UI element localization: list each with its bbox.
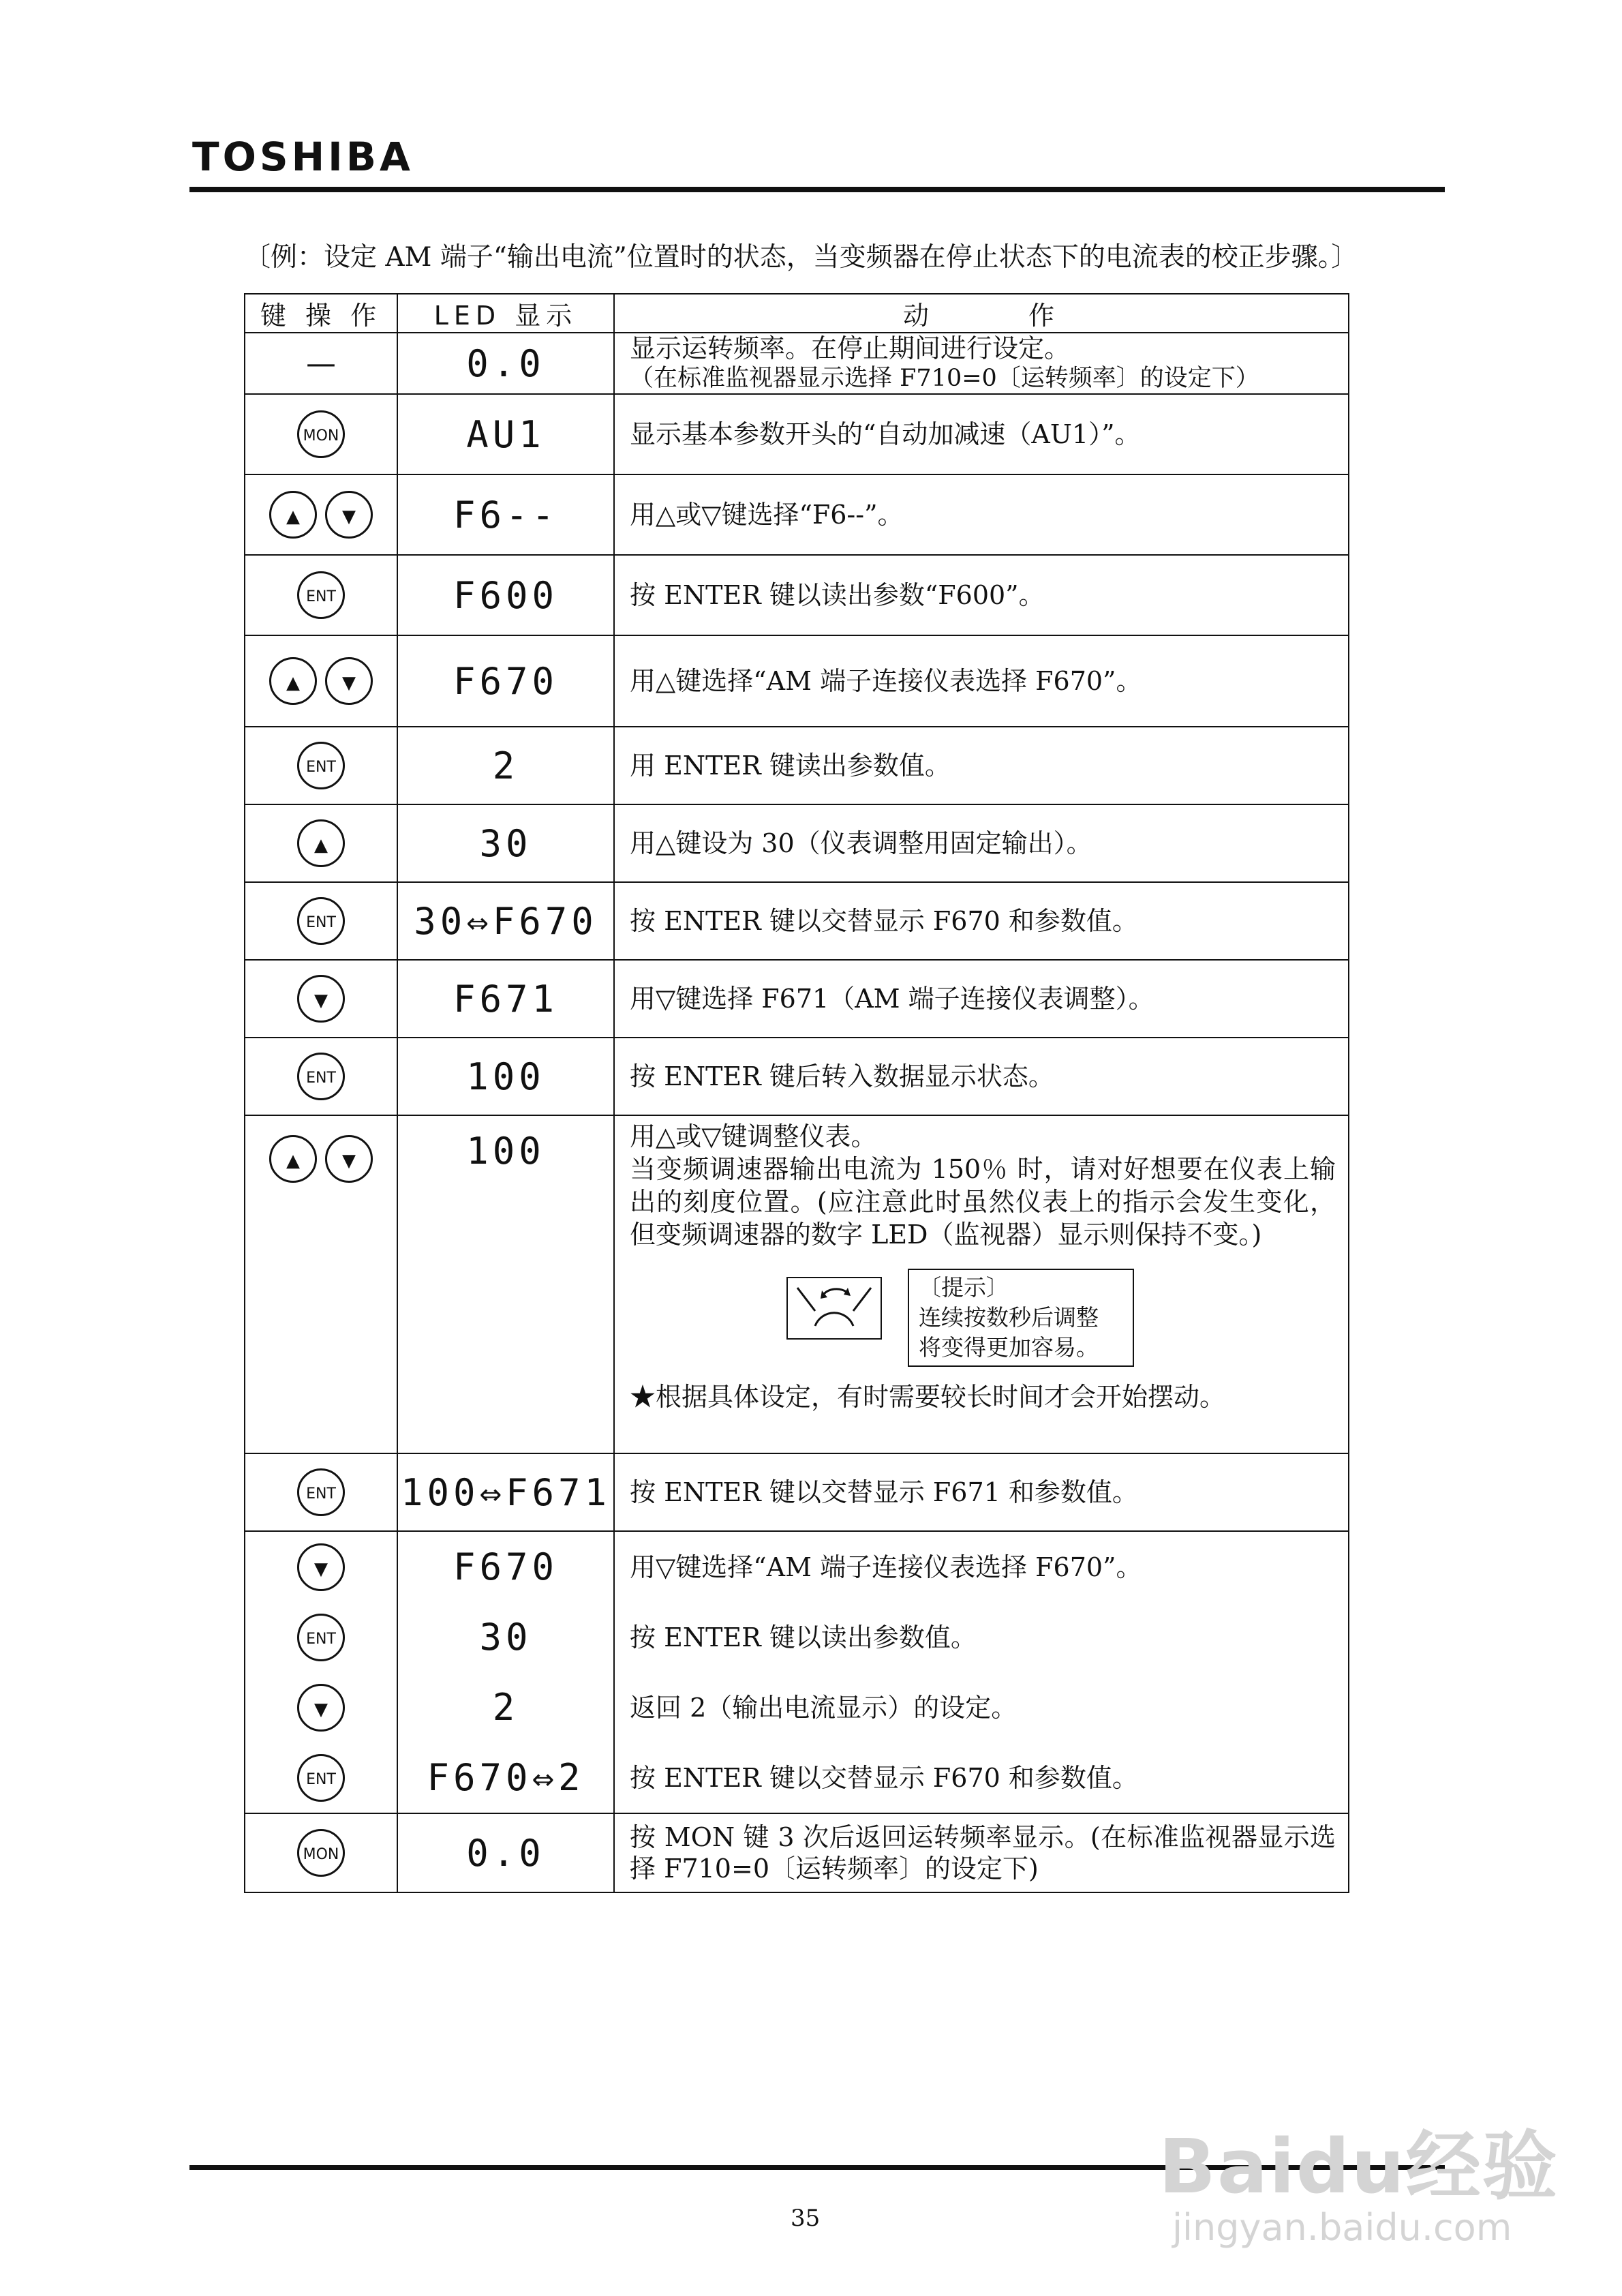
- led-value: 30: [479, 1616, 532, 1659]
- table-row: [245, 474, 1349, 555]
- action-text: 显示运转频率。在停止期间进行设定。: [630, 333, 1071, 363]
- action-text: 用 ENTER 键读出参数值。: [614, 727, 1349, 804]
- down-key-icon: ▼: [297, 1684, 345, 1732]
- table-row: [245, 727, 1349, 804]
- led-value: F670: [453, 1545, 559, 1588]
- header-key-operation: 键 操 作: [245, 294, 397, 333]
- table-row: [245, 804, 1349, 882]
- no-key-dash: —: [306, 346, 336, 381]
- action-text: 按 ENTER 键以读出参数“F600”。: [614, 555, 1349, 635]
- led-value: AU1: [466, 412, 545, 456]
- action-text: 用△或▽键调整仪表。: [630, 1121, 877, 1151]
- page-number: 35: [791, 2205, 821, 2232]
- led-value: F600: [453, 573, 559, 617]
- ent-key-icon: ENT: [297, 742, 345, 789]
- led-value: 100⇔F671: [400, 1470, 611, 1514]
- intro-text: 〔例：设定 AM 端子“输出电流”位置时的状态，当变频器在停止状态下的电流表的校正步骤。〕: [244, 242, 1358, 273]
- action-text: 按 ENTER 键以交替显示 F670 和参数值。: [614, 882, 1349, 960]
- meter-adjust-icon: [786, 1277, 882, 1340]
- action-text: 用△键设为 30（仪表调整用固定输出）。: [614, 804, 1349, 882]
- action-text: 按 ENTER 键后转入数据显示状态。: [614, 1038, 1349, 1115]
- baidu-watermark: Baidu经验: [1159, 2123, 1559, 2210]
- action-detail: 当变频调速器输出电流为 150％ 时，请对好想要在仪表上输出的刻度位置。(应注意此时虽然仪表上的指示会发生变化，但变频调速器的数字 LED（监视器）显示则保持不变。): [630, 1154, 1336, 1250]
- procedure-table: [244, 293, 1349, 1893]
- header-action: 动 作: [614, 294, 1349, 333]
- table-row: [245, 394, 1349, 474]
- table-row: [245, 555, 1349, 635]
- hint-line-1: 连续按数秒后调整: [919, 1304, 1099, 1331]
- down-key-icon: ▼: [297, 1543, 345, 1591]
- table-row: [245, 1813, 1349, 1892]
- ent-key-icon: ENT: [297, 571, 345, 619]
- led-value: 100: [466, 1130, 545, 1173]
- action-text: 用▽键选择“AM 端子连接仪表选择 F670”。: [630, 1552, 1142, 1582]
- table-row: [245, 1038, 1349, 1115]
- led-value: 2: [492, 744, 519, 787]
- action-text: 按 ENTER 键以读出参数值。: [630, 1622, 977, 1652]
- ent-key-icon: ENT: [297, 897, 345, 945]
- ent-key-icon: ENT: [297, 1053, 345, 1100]
- action-text: 返回 2（输出电流显示）的设定。: [630, 1692, 1017, 1723]
- header-rule: [189, 187, 1445, 192]
- up-key-icon: ▲: [269, 491, 317, 539]
- table-row: [245, 960, 1349, 1038]
- down-key-icon: ▼: [325, 491, 373, 539]
- down-key-icon: ▼: [325, 1135, 373, 1183]
- table-row: [245, 635, 1349, 727]
- hint-block: [786, 1269, 1336, 1367]
- toshiba-logo: TOSHIBA: [192, 134, 414, 180]
- action-text: 显示基本参数开头的“自动加减速（AU1）”。: [614, 394, 1349, 474]
- led-value: 0.0: [466, 1831, 545, 1875]
- up-key-icon: ▲: [269, 1135, 317, 1183]
- down-key-icon: ▼: [325, 657, 373, 705]
- action-text: 按 ENTER 键以交替显示 F671 和参数值。: [614, 1453, 1349, 1531]
- led-value: F671: [453, 977, 559, 1021]
- action-text: 用△键选择“AM 端子连接仪表选择 F670”。: [614, 635, 1349, 727]
- hint-text-box: [908, 1269, 1134, 1367]
- led-value: F6--: [453, 493, 559, 537]
- ent-key-icon: ENT: [297, 1614, 345, 1661]
- table-row: [245, 1453, 1349, 1531]
- led-value: 100: [466, 1055, 545, 1098]
- action-text: 按 MON 键 3 次后返回运转频率显示。(在标准监视器显示选择 F710=0〔运转频率〕的设定下): [614, 1813, 1349, 1892]
- led-value: 0.0: [466, 342, 545, 385]
- action-note: ★根据具体设定，有时需要较长时间才会开始摆动。: [630, 1382, 1226, 1412]
- table-row: [245, 1531, 1349, 1813]
- baidu-watermark-url: jingyan.baidu.com: [1172, 2206, 1512, 2249]
- table-row: [245, 333, 1349, 394]
- table-row: [245, 882, 1349, 960]
- ent-key-icon: ENT: [297, 1468, 345, 1516]
- action-text: 按 ENTER 键以交替显示 F670 和参数值。: [630, 1762, 1138, 1793]
- led-value: F670: [453, 659, 559, 703]
- header-led-display: LED 显示: [397, 294, 614, 333]
- mon-key-icon: MON: [297, 1829, 345, 1877]
- led-value: F670⇔2: [427, 1756, 585, 1799]
- up-key-icon: ▲: [269, 657, 317, 705]
- action-text: 用▽键选择 F671（AM 端子连接仪表调整）。: [614, 960, 1349, 1038]
- up-key-icon: ▲: [297, 819, 345, 867]
- action-subtext: （在标准监视器显示选择 F710=0〔运转频率〕的设定下）: [630, 365, 1259, 392]
- led-value: 30⇔F670: [414, 899, 598, 943]
- ent-key-icon: ENT: [297, 1754, 345, 1802]
- table-header: [245, 294, 1349, 333]
- led-value: 30: [479, 821, 532, 865]
- down-key-icon: ▼: [297, 975, 345, 1023]
- mon-key-icon: MON: [297, 410, 345, 458]
- hint-title: 〔提示〕: [919, 1274, 1009, 1301]
- action-text: 用△或▽键选择“F6--”。: [614, 474, 1349, 555]
- table-row: [245, 1115, 1349, 1453]
- led-value: 2: [492, 1686, 519, 1729]
- hint-line-2: 将变得更加容易。: [919, 1334, 1099, 1361]
